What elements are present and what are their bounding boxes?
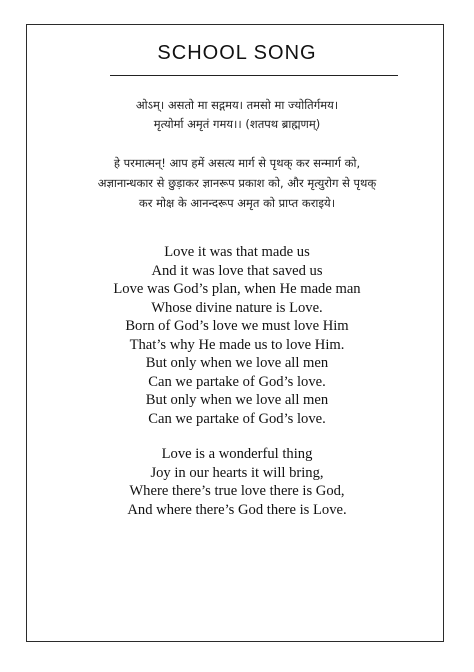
hindi-prayer [20,153,454,213]
verse-line: And it was love that saved us [151,262,323,279]
page-title: SCHOOL SONG [157,42,317,64]
sanskrit-verse [20,96,454,134]
verse-line: Can we partake of God’s love. [148,373,326,390]
song-verse-1 [20,243,454,428]
verse-line: Where there’s true love there is God, [129,483,345,499]
prayer-line: कर मोक्ष के आनन्दरूप अमृत को प्राप्त कराइये। [138,196,336,210]
verse-line: That’s why He made us to love Him. [129,336,345,353]
sanskrit-line: मृत्योर्मा अमृतं गमय।। (शतपथ ब्राह्मणम्) [153,117,321,131]
title-underline [110,75,398,76]
song-verse-2 [20,445,454,519]
verse-line: Love it was that made us [164,244,310,260]
prayer-line: हे परमात्मन्! आप हमें असत्य मार्ग से पृथक् कर सन्मार्ग को, [113,156,361,170]
verse-line: But only when we love all men [145,392,329,408]
verse-line: Whose divine nature is Love. [151,299,323,316]
verse-line: But only when we love all men [145,355,329,371]
verse-line: Love is a wonderful thing [161,446,313,462]
verse-line: Born of God’s love we must love Him [125,318,349,334]
verse-line: Can we partake of God’s love. [148,410,326,427]
verse-line: And where there’s God there is Love. [127,501,347,518]
sanskrit-line: ओऽम्। असतो मा सद्गमय। तमसो मा ज्योतिर्गमय। [135,98,339,112]
verse-line: Love was God’s plan, when He made man [113,281,361,297]
verse-line: Joy in our hearts it will bring, [150,464,324,481]
prayer-line: अज्ञानान्धकार से छुड़ाकर ज्ञानरूप प्रकाश को, और मृत्युरोग से पृथक् [97,176,377,190]
